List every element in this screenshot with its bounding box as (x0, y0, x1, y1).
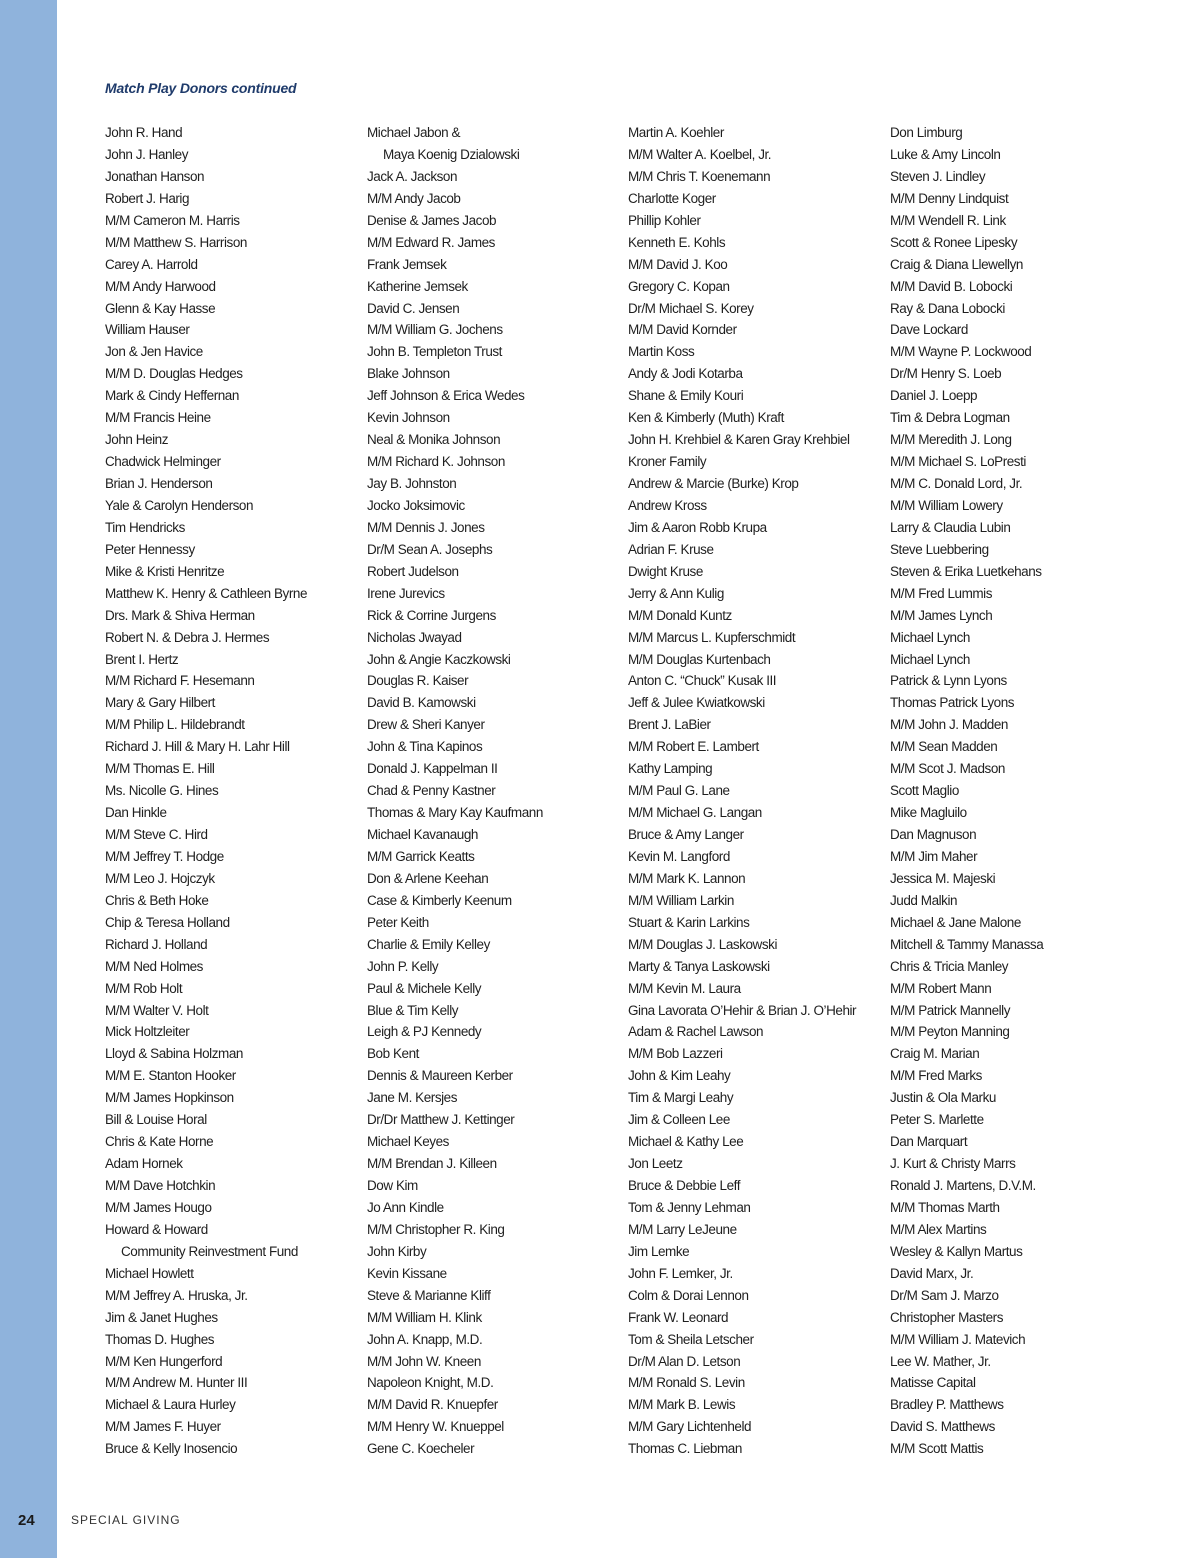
donor-name: M/M William Lowery (890, 497, 1003, 513)
donor-name: M/M Wendell R. Link (890, 212, 1006, 228)
donor-name: Mick Holtzleiter (105, 1024, 190, 1040)
donor-name: Ronald J. Martens, D.V.M. (890, 1178, 1036, 1193)
donor-name: Mitchell & Tammy Manassa (890, 936, 1044, 952)
donor-name: J. Kurt & Christy Marrs (890, 1156, 1016, 1172)
donor-name: Anton C. “Chuck” Kusak III (628, 673, 777, 689)
donor-name: Chris & Beth Hoke (105, 892, 209, 908)
donor-name: Shane & Emily Kouri (628, 388, 744, 404)
donor-name: M/M James Lynch (890, 607, 993, 623)
donor-name: Jerry & Ann Kulig (628, 585, 724, 601)
donor-name: Dr/M Henry S. Loeb (890, 366, 1002, 382)
donor-name: Frank Jemsek (367, 256, 447, 272)
donor-name: M/M Philip L. Hildebrandt (105, 717, 245, 733)
donor-name: M/M Peyton Manning (890, 1024, 1010, 1040)
donor-name: Frank W. Leonard (628, 1309, 729, 1325)
donor-name: M/M David B. Lobocki (890, 278, 1013, 294)
donor-name: Stuart & Karin Larkins (628, 914, 750, 930)
donor-name: Don & Arlene Keehan (367, 870, 489, 886)
donor-name: John & Angie Kaczkowski (367, 651, 511, 667)
donor-name: Scott & Ronee Lipesky (890, 234, 1018, 250)
section-label: SPECIAL GIVING (71, 1513, 181, 1527)
donor-name: John H. Krehbiel & Karen Gray Krehbiel (628, 432, 850, 448)
donor-name: Bruce & Debbie Leff (628, 1178, 741, 1193)
donor-name: John P. Kelly (367, 958, 439, 974)
donor-name: Michael & Jane Malone (890, 914, 1021, 930)
donor-name: Leigh & PJ Kennedy (367, 1024, 482, 1040)
donor-name: Yale & Carolyn Henderson (105, 497, 254, 513)
donor-name: Charlotte Koger (628, 190, 716, 206)
donor-name: Chadwick Helminger (105, 454, 221, 470)
donor-name: Bill & Louise Horal (105, 1112, 207, 1128)
donor-name: M/M Wayne P. Lockwood (890, 344, 1032, 360)
donor-name: Tom & Jenny Lehman (628, 1199, 751, 1215)
donor-name: Gina Lavorata O’Hehir & Brian J. O’Hehir (628, 1002, 857, 1018)
donor-name: Jon & Jen Havice (105, 344, 203, 360)
donor-name: Napoleon Knight, M.D. (367, 1375, 494, 1391)
donor-name: Jane M. Kersjes (367, 1090, 458, 1106)
donor-name: Kevin M. Langford (628, 848, 730, 864)
donor-name: Adam & Rachel Lawson (628, 1024, 764, 1040)
donor-name: Andrew Kross (628, 497, 707, 513)
donor-name: M/M Bob Lazzeri (628, 1046, 723, 1062)
donor-name: Douglas R. Kaiser (367, 673, 469, 689)
donor-name: Lee W. Mather, Jr. (890, 1353, 991, 1369)
donor-name: Paul & Michele Kelly (367, 980, 482, 996)
donor-name: M/M Patrick Mannelly (890, 1002, 1011, 1018)
donor-name: Jon Leetz (628, 1156, 683, 1172)
donor-name: M/M James Hopkinson (105, 1090, 234, 1106)
donor-name: Dan Hinkle (105, 805, 167, 821)
donor-name: Robert Judelson (367, 563, 459, 579)
donor-name: Carey A. Harrold (105, 256, 198, 272)
donor-name: John R. Hand (105, 125, 183, 140)
donor-name: John B. Templeton Trust (367, 344, 502, 360)
donor-name: Matthew K. Henry & Cathleen Byrne (105, 585, 308, 601)
donor-name: M/M Michael S. LoPresti (890, 454, 1026, 470)
donor-name: M/M David Kornder (628, 322, 737, 338)
donor-name: Dr/M Sam J. Marzo (890, 1287, 999, 1303)
donor-name: M/M Gary Lichtenheld (628, 1419, 752, 1435)
donor-name: M/M Richard F. Hesemann (105, 673, 255, 689)
donor-name: Kathy Lamping (628, 761, 713, 777)
donor-name: Gregory C. Kopan (628, 278, 730, 294)
donor-name: David S. Matthews (890, 1419, 995, 1435)
donor-name: Jocko Joksimovic (367, 497, 465, 513)
donor-name: M/M Ned Holmes (105, 958, 203, 974)
donor-name: M/M Brendan J. Killeen (367, 1156, 497, 1172)
donor-name: M/M Marcus L. Kupferschmidt (628, 629, 796, 645)
donor-name: Dr/M Alan D. Letson (628, 1353, 741, 1369)
donor-name: Howard & Howard (105, 1221, 208, 1237)
donor-name: M/M Michael G. Langan (628, 805, 762, 821)
donor-name: Adam Hornek (105, 1156, 183, 1172)
donor-name: M/M Fred Lummis (890, 585, 993, 601)
donor-name: Christopher Masters (890, 1309, 1003, 1325)
donor-name: M/M Robert E. Lambert (628, 739, 759, 755)
donor-column-3 (628, 122, 886, 1460)
donor-name: John Heinz (105, 432, 169, 448)
donor-name: M/M James F. Huyer (105, 1419, 221, 1435)
donor-name: Thomas & Mary Kay Kaufmann (367, 805, 543, 821)
donor-name: Marty & Tanya Laskowski (628, 958, 770, 974)
donor-name: M/M Robert Mann (890, 980, 992, 996)
donor-name: Jessica M. Majeski (890, 870, 996, 886)
donor-name: Tim Hendricks (105, 519, 185, 535)
donor-name: Blake Johnson (367, 366, 450, 382)
donor-name: Kevin Johnson (367, 410, 450, 426)
donor-name: Wesley & Kallyn Martus (890, 1243, 1023, 1259)
donor-name: M/M Christopher R. King (367, 1221, 505, 1237)
donor-name: Jeff Johnson & Erica Wedes (367, 388, 525, 404)
donor-name: Tim & Debra Logman (890, 410, 1010, 426)
donor-name: M/M Dennis J. Jones (367, 519, 485, 535)
page-title: Match Play Donors continued (105, 80, 297, 96)
donor-name: Denise & James Jacob (367, 212, 497, 228)
donor-name: Bruce & Amy Langer (628, 827, 744, 842)
donor-name: Daniel J. Loepp (890, 388, 978, 404)
donor-name: Mike & Kristi Henritze (105, 563, 225, 579)
donor-name: Dwight Kruse (628, 563, 703, 579)
donor-column-4 (890, 122, 1148, 1460)
donor-name: Peter Hennessy (105, 541, 195, 557)
donor-name: Michael & Kathy Lee (628, 1134, 744, 1150)
donor-name: M/M Alex Martins (890, 1221, 987, 1237)
donor-name: M/M Mark B. Lewis (628, 1397, 736, 1413)
donor-name: M/M Thomas Marth (890, 1199, 1000, 1215)
donor-name: M/M Dave Hotchkin (105, 1178, 216, 1193)
donor-name: Thomas C. Liebman (628, 1441, 742, 1457)
donor-name: Ray & Dana Lobocki (890, 300, 1005, 316)
donor-name: Steven & Erika Luetkehans (890, 563, 1042, 579)
donor-name: Maya Koenig Dzialowski (383, 146, 520, 162)
donor-name: Rick & Corrine Jurgens (367, 607, 496, 623)
donor-name: M/M David J. Koo (628, 256, 728, 272)
donor-name: Jack A. Jackson (367, 168, 458, 184)
donor-name: Chris & Kate Horne (105, 1134, 214, 1150)
donor-name: M/M Mark K. Lannon (628, 870, 746, 886)
donor-name: M/M Sean Madden (890, 739, 998, 755)
donor-name: M/M Francis Heine (105, 410, 211, 426)
donor-name: Michael & Laura Hurley (105, 1397, 236, 1413)
donor-name: Brent I. Hertz (105, 651, 179, 667)
donor-name: M/M William G. Jochens (367, 322, 503, 338)
donor-name: Colm & Dorai Lennon (628, 1287, 749, 1303)
donor-name: Steven J. Lindley (890, 168, 986, 184)
donor-name: M/M Leo J. Hojczyk (105, 870, 215, 886)
donor-name: Michael Kavanaugh (367, 827, 478, 842)
donor-name: M/M Andy Jacob (367, 190, 461, 206)
donor-name: M/M Walter A. Koelbel, Jr. (628, 146, 772, 162)
donor-name: Richard J. Holland (105, 936, 208, 952)
donor-name: Lloyd & Sabina Holzman (105, 1046, 243, 1062)
donor-name: Mark & Cindy Heffernan (105, 388, 239, 404)
donor-name: Dave Lockard (890, 322, 968, 338)
donor-name: M/M Garrick Keatts (367, 848, 475, 864)
donor-name: Michael Jabon & (367, 125, 461, 140)
donor-name: Adrian F. Kruse (628, 541, 714, 557)
donor-name: Judd Malkin (890, 892, 958, 908)
donor-name: M/M William Larkin (628, 892, 734, 908)
donor-name: M/M Douglas Kurtenbach (628, 651, 771, 667)
donor-name: M/M Edward R. James (367, 234, 495, 250)
donor-name: M/M Thomas E. Hill (105, 761, 215, 777)
donor-name: M/M William H. Klink (367, 1309, 482, 1325)
donor-name: Kevin Kissane (367, 1265, 447, 1281)
donor-name: M/M D. Douglas Hedges (105, 366, 243, 382)
donor-name: Donald J. Kappelman II (367, 761, 498, 777)
donor-name: Andrew & Marcie (Burke) Krop (628, 476, 799, 491)
donor-name: M/M John W. Kneen (367, 1353, 481, 1369)
donor-name: M/M Kevin M. Laura (628, 980, 741, 996)
donor-name: M/M Jim Maher (890, 848, 978, 864)
donor-name: Craig & Diana Llewellyn (890, 256, 1023, 272)
donor-name: Jay B. Johnston (367, 476, 457, 491)
donor-name: Drew & Sheri Kanyer (367, 717, 485, 733)
donor-name: Mary & Gary Hilbert (105, 695, 215, 711)
donor-name: Neal & Monika Johnson (367, 432, 501, 448)
donor-name: Drs. Mark & Shiva Herman (105, 607, 255, 623)
donor-name: M/M Denny Lindquist (890, 190, 1009, 206)
donor-name: M/M Richard K. Johnson (367, 454, 505, 470)
donor-name: David Marx, Jr. (890, 1265, 974, 1281)
donor-column-2 (367, 122, 625, 1460)
donor-name: M/M Scot J. Madson (890, 761, 1005, 777)
donor-name: Blue & Tim Kelly (367, 1002, 459, 1018)
donor-name: M/M William J. Matevich (890, 1331, 1026, 1347)
donor-name: Kenneth E. Kohls (628, 234, 726, 250)
donor-name: Luke & Amy Lincoln (890, 146, 1001, 162)
donor-name: M/M Ken Hungerford (105, 1353, 223, 1369)
donor-name: Andy & Jodi Kotarba (628, 366, 743, 382)
donor-name: Thomas D. Hughes (105, 1331, 215, 1347)
donor-name: Bruce & Kelly Inosencio (105, 1441, 238, 1457)
donor-name: Jo Ann Kindle (367, 1199, 444, 1215)
donor-name: Irene Jurevics (367, 585, 445, 601)
donor-name: Phillip Kohler (628, 212, 701, 228)
donor-name: Tom & Sheila Letscher (628, 1331, 754, 1347)
donor-name: Robert N. & Debra J. Hermes (105, 629, 270, 645)
donor-name: Bob Kent (367, 1046, 419, 1062)
donor-name: Glenn & Kay Hasse (105, 300, 216, 316)
donor-name: M/M E. Stanton Hooker (105, 1068, 236, 1084)
page-number: 24 (18, 1512, 35, 1529)
donor-name: M/M Meredith J. Long (890, 432, 1012, 448)
donor-name: Steve & Marianne Kliff (367, 1287, 491, 1303)
donor-name: Dr/M Sean A. Josephs (367, 541, 493, 557)
donor-name: Dan Magnuson (890, 827, 977, 842)
donor-name: David B. Kamowski (367, 695, 476, 711)
donor-name: Dow Kim (367, 1178, 418, 1193)
donor-name: Gene C. Koecheler (367, 1441, 475, 1457)
donor-name: Ken & Kimberly (Muth) Kraft (628, 410, 784, 426)
donor-name: David C. Jensen (367, 300, 460, 316)
donor-name: Jim & Aaron Robb Krupa (628, 519, 767, 535)
donor-name: Brian J. Henderson (105, 476, 213, 491)
donor-name: Dr/M Michael S. Korey (628, 300, 754, 316)
donor-name: M/M C. Donald Lord, Jr. (890, 476, 1023, 491)
donor-name: M/M Andy Harwood (105, 278, 216, 294)
donor-name: Craig M. Marian (890, 1046, 980, 1062)
donor-name: Jeff & Julee Kwiatkowski (628, 695, 765, 711)
donor-name: M/M Douglas J. Laskowski (628, 936, 777, 952)
donor-name: M/M Paul G. Lane (628, 783, 730, 799)
donor-columns (0, 122, 1200, 1462)
donor-name: M/M Chris T. Koenemann (628, 168, 771, 184)
donor-name: Michael Keyes (367, 1134, 449, 1150)
donor-name: Michael Howlett (105, 1265, 194, 1281)
donor-name: M/M David R. Knuepfer (367, 1397, 498, 1413)
donor-name: Steve Luebbering (890, 541, 989, 557)
donor-name: Community Reinvestment Fund (121, 1243, 298, 1259)
donor-column-1 (105, 122, 363, 1460)
donor-name: Peter Keith (367, 914, 429, 930)
donor-name: M/M Jeffrey T. Hodge (105, 848, 224, 864)
donor-name: M/M Ronald S. Levin (628, 1375, 745, 1391)
donor-name: M/M Henry W. Knueppel (367, 1419, 504, 1435)
donor-name: Jim & Colleen Lee (628, 1112, 730, 1128)
donor-name: M/M Walter V. Holt (105, 1002, 209, 1018)
donor-name: Robert J. Harig (105, 190, 190, 206)
donor-name: Brent J. LaBier (628, 717, 711, 733)
donor-name: M/M Larry LeJeune (628, 1221, 737, 1237)
donor-name: Thomas Patrick Lyons (890, 695, 1015, 711)
donor-name: Mike Magluilo (890, 805, 967, 821)
donor-name: John & Tina Kapinos (367, 739, 483, 755)
donor-name: Nicholas Jwayad (367, 629, 462, 645)
donor-name: Dennis & Maureen Kerber (367, 1068, 513, 1084)
donor-name: M/M Andrew M. Hunter III (105, 1375, 248, 1391)
donor-name: Martin A. Koehler (628, 125, 724, 140)
donor-name: Jim & Janet Hughes (105, 1309, 218, 1325)
donor-name: M/M Cameron M. Harris (105, 212, 240, 228)
donor-name: John & Kim Leahy (628, 1068, 731, 1084)
donor-name: John A. Knapp, M.D. (367, 1331, 483, 1347)
donor-name: Martin Koss (628, 344, 695, 360)
donor-name: John Kirby (367, 1243, 427, 1259)
donor-name: M/M Fred Marks (890, 1068, 982, 1084)
donor-name: M/M John J. Madden (890, 717, 1008, 733)
donor-name: Katherine Jemsek (367, 278, 468, 294)
donor-name: M/M Jeffrey A. Hruska, Jr. (105, 1287, 248, 1303)
donor-name: Richard J. Hill & Mary H. Lahr Hill (105, 739, 290, 755)
donor-name: Don Limburg (890, 125, 963, 140)
donor-name: Jonathan Hanson (105, 168, 205, 184)
donor-name: Ms. Nicolle G. Hines (105, 783, 219, 799)
donor-name: Scott Maglio (890, 783, 959, 799)
donor-name: Chip & Teresa Holland (105, 914, 230, 930)
donor-name: M/M Matthew S. Harrison (105, 234, 247, 250)
donor-name: Tim & Margi Leahy (628, 1090, 734, 1106)
donor-name: Michael Lynch (890, 629, 970, 645)
donor-name: Matisse Capital (890, 1375, 976, 1391)
donor-name: M/M Scott Mattis (890, 1441, 984, 1457)
donor-name: Chris & Tricia Manley (890, 958, 1009, 974)
donor-name: Patrick & Lynn Lyons (890, 673, 1007, 689)
donor-name: William Hauser (105, 322, 190, 338)
donor-name: Chad & Penny Kastner (367, 783, 496, 799)
donor-name: M/M James Hougo (105, 1199, 212, 1215)
donor-name: Michael Lynch (890, 651, 970, 667)
donor-name: Case & Kimberly Keenum (367, 892, 512, 908)
donor-name: Peter S. Marlette (890, 1112, 984, 1128)
donor-name: Charlie & Emily Kelley (367, 936, 490, 952)
donor-name: John J. Hanley (105, 146, 188, 162)
donor-name: M/M Steve C. Hird (105, 827, 208, 842)
donor-name: Bradley P. Matthews (890, 1397, 1004, 1413)
donor-name: Jim Lemke (628, 1243, 690, 1259)
donor-name: John F. Lemker, Jr. (628, 1265, 733, 1281)
donor-name: Dan Marquart (890, 1134, 968, 1150)
donor-name: Kroner Family (628, 454, 707, 470)
donor-name: M/M Donald Kuntz (628, 607, 732, 623)
donor-name: Justin & Ola Marku (890, 1090, 996, 1106)
donor-name: Larry & Claudia Lubin (890, 519, 1011, 535)
donor-name: Dr/Dr Matthew J. Kettinger (367, 1112, 515, 1128)
donor-name: M/M Rob Holt (105, 980, 183, 996)
